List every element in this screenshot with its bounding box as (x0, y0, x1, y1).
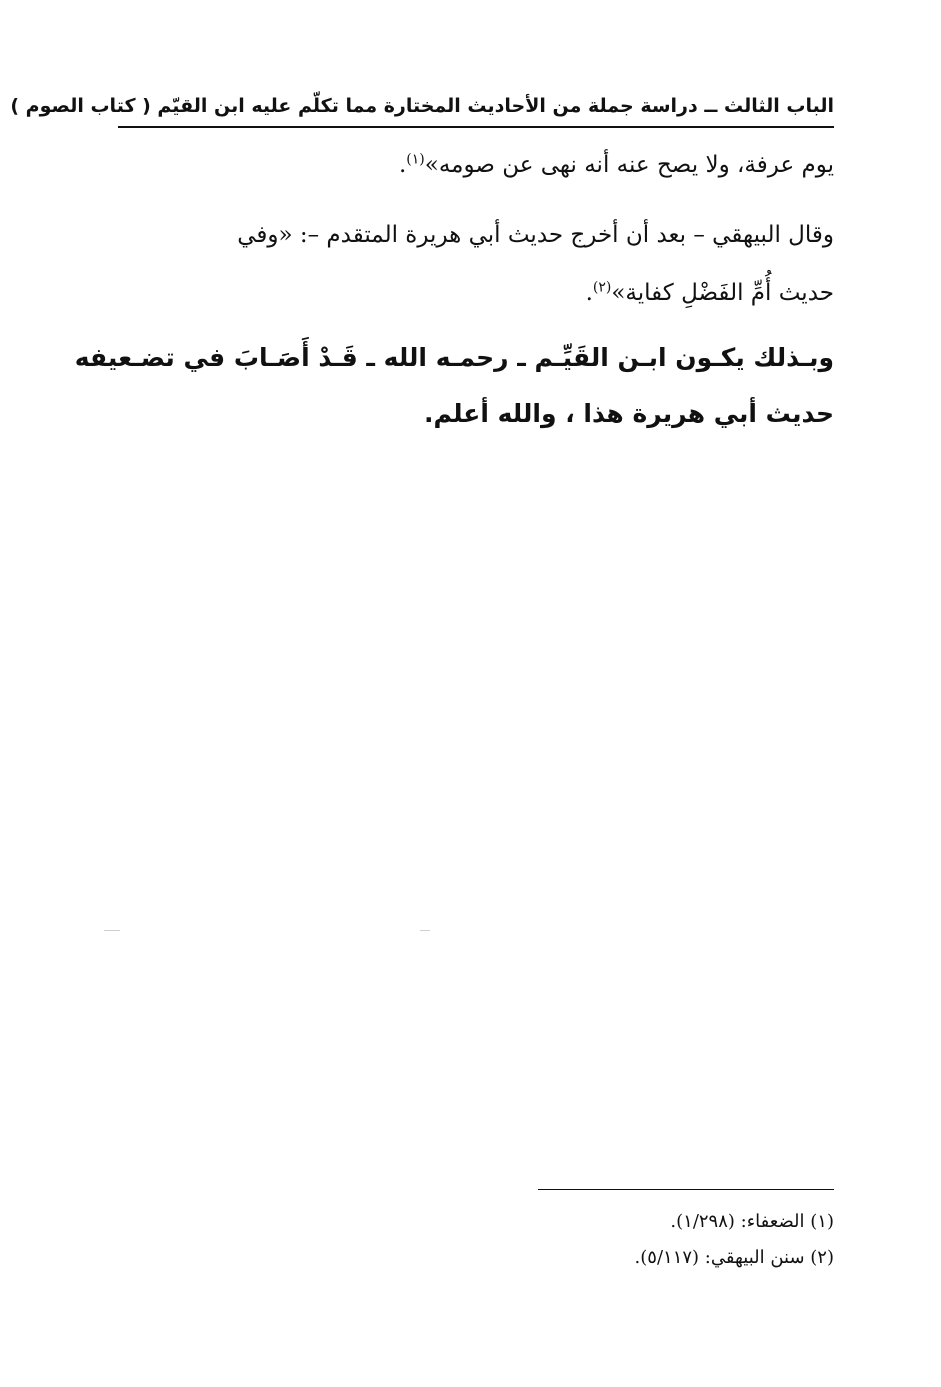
header-title: الباب الثالث ــ دراسة جملة من الأحاديث المختارة مما تكلّم عليه ابن القيّم ( كتاب الصوم ) (10, 95, 834, 117)
footnote-reference: (٢) (592, 279, 612, 296)
line-text: حديث أُمِّ الفَضْلِ كفاية» (611, 280, 834, 306)
line-text: يوم عرفة، ولا يصح عنه أنه نهى عن صومه» (424, 152, 834, 178)
line-punctuation: . (398, 152, 407, 178)
paragraph-1 (118, 136, 834, 194)
footnote-2: (٢) سنن البيهقي: (٥/١١٧). (634, 1247, 834, 1268)
conclusion-line: حديث أبي هريرة هذا ، والله أعلم. (423, 399, 834, 428)
paragraph-line (118, 136, 834, 194)
scan-speck (420, 930, 430, 931)
scan-speck (104, 930, 120, 931)
conclusion-paragraph (74, 330, 834, 442)
line-text: وقال البيهقي – بعد أن أخرج حديث أبي هريرة المتقدم –: «وفي (237, 222, 834, 248)
line-punctuation: . (585, 280, 593, 306)
footnotes (420, 1204, 834, 1276)
paragraph-line (118, 264, 834, 322)
paragraph-2 (118, 206, 834, 322)
running-header (10, 88, 834, 124)
footnote-reference: (١) (406, 151, 425, 168)
header-rule (118, 126, 834, 128)
footnote-separator (538, 1189, 834, 1190)
paragraph-line (118, 206, 834, 264)
footnote-1: (١) الضعفاء: (١/٢٩٨). (670, 1211, 834, 1232)
conclusion-line: وبـذلك يكـون ابـن القَيِّـم ـ رحمـه الله ـ قَـدْ أَصَـابَ في تضـعيفه (74, 343, 834, 372)
